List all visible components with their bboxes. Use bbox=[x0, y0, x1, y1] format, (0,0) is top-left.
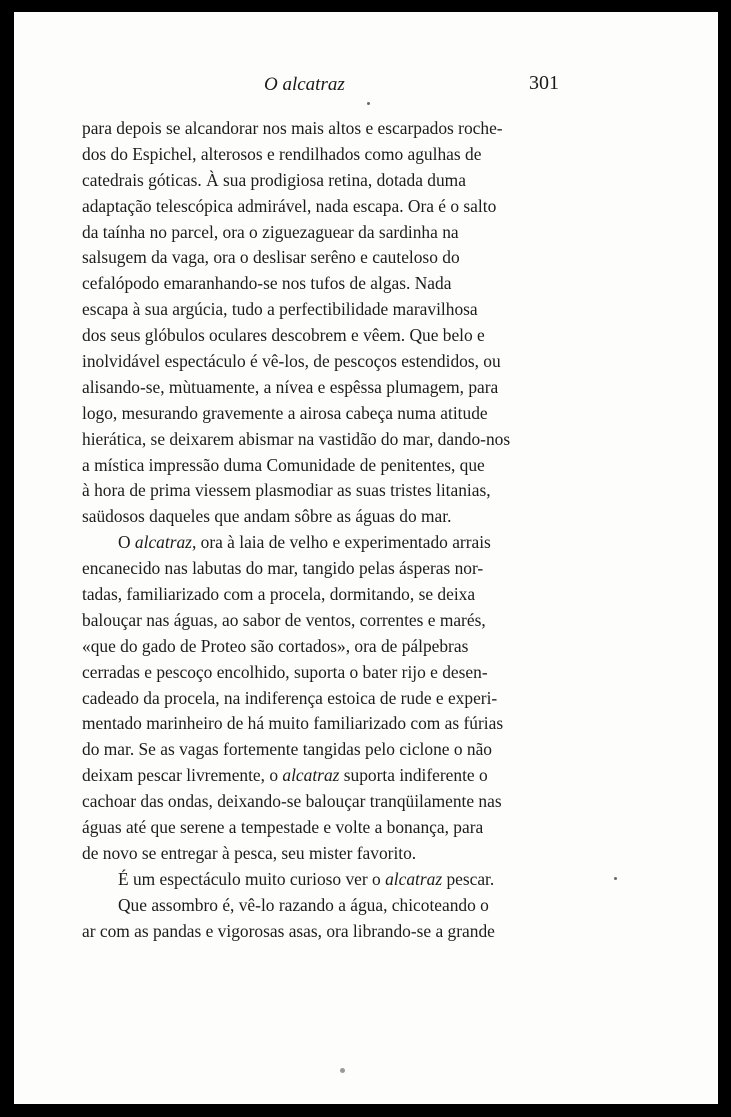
text-run: «que do gado de Proteo são cortados», ora de pálpebras bbox=[82, 635, 469, 656]
text-line-content bbox=[82, 118, 503, 138]
text-run: salsugem da vaga, ora o deslisar serêno e cauteloso do bbox=[82, 247, 460, 268]
text-line bbox=[82, 168, 718, 194]
text-line-content bbox=[82, 403, 488, 423]
text-line bbox=[82, 867, 718, 893]
text-line bbox=[82, 841, 718, 867]
text-line bbox=[82, 349, 718, 375]
text-run: dos seus glóbulos oculares descobrem e vêem. Que belo e bbox=[82, 325, 485, 346]
running-head bbox=[14, 74, 718, 104]
text-line-content bbox=[82, 610, 486, 630]
text-run: do mar. Se as vagas fortemente tangidas pelo ciclone o não bbox=[82, 739, 492, 760]
text-run: à hora de prima viessem plasmodiar as suas tristes litanias, bbox=[82, 480, 491, 501]
text-line bbox=[82, 142, 718, 168]
text-run: , ora à laia de velho e experimentado arrais bbox=[191, 532, 491, 553]
text-line bbox=[82, 815, 718, 841]
text-line bbox=[82, 763, 718, 789]
text-line bbox=[82, 116, 718, 142]
italic-word: alcatraz bbox=[282, 765, 340, 786]
text-run: ar com as pandas e vigorosas asas, ora librando-se a grande bbox=[82, 920, 495, 941]
text-line bbox=[82, 504, 718, 530]
text-run: hierática, se deixarem abismar na vastidão do mar, dando-nos bbox=[82, 428, 511, 449]
text-run: cefalópodo emaranhando-se nos tufos de algas. Nada bbox=[82, 273, 452, 294]
text-run: inolvidável espectáculo é vê-los, de pescoços estendidos, ou bbox=[82, 351, 501, 372]
text-line bbox=[82, 737, 718, 763]
text-run: cadeado da procela, na indiferença estoica de rude e experi- bbox=[82, 687, 498, 708]
text-run: suporta indiferente o bbox=[339, 765, 488, 786]
text-line-content bbox=[82, 662, 488, 682]
text-line bbox=[82, 919, 718, 945]
text-line bbox=[82, 530, 718, 556]
text-line bbox=[82, 297, 718, 323]
text-line-content bbox=[82, 222, 459, 242]
text-line-content bbox=[82, 247, 460, 267]
text-line-content bbox=[82, 429, 510, 449]
text-line bbox=[82, 245, 718, 271]
text-run: da taínha no parcel, ora o ziguezaguear da sardinha na bbox=[82, 221, 459, 242]
text-line-content bbox=[82, 325, 485, 345]
italic-word: alcatraz bbox=[385, 868, 443, 889]
text-line bbox=[82, 660, 718, 686]
text-run: cachoar das ondas, deixando-se balouçar tranqüilamente nas bbox=[82, 791, 502, 812]
text-run: encanecido nas labutas do mar, tangido pelas ásperas nor- bbox=[82, 558, 484, 579]
text-line bbox=[82, 711, 718, 737]
running-title: O alcatraz bbox=[264, 74, 345, 95]
body-text bbox=[82, 116, 718, 945]
paper-speck bbox=[614, 877, 617, 880]
text-run: pescar. bbox=[442, 868, 495, 889]
text-line-content bbox=[82, 506, 451, 526]
book-page bbox=[14, 12, 718, 1104]
text-run: Que assombro é, vê-lo razando a água, chicoteando o bbox=[118, 894, 489, 915]
text-line-content bbox=[82, 377, 498, 397]
text-line-content bbox=[82, 817, 483, 837]
text-line bbox=[82, 375, 718, 401]
text-line bbox=[82, 556, 718, 582]
italic-word: alcatraz bbox=[134, 532, 192, 553]
text-run: mentado marinheiro de há muito familiarizado com as fúrias bbox=[82, 713, 504, 734]
text-line-content bbox=[82, 558, 483, 578]
text-line-content bbox=[82, 739, 492, 759]
text-run: para depois se alcandorar nos mais altos e escarpados roche- bbox=[82, 118, 503, 138]
text-line-content bbox=[82, 584, 475, 604]
text-line-content bbox=[82, 480, 491, 500]
text-line bbox=[82, 323, 718, 349]
text-line bbox=[82, 401, 718, 427]
text-line-content bbox=[82, 273, 451, 293]
text-run: a mística impressão duma Comunidade de penitentes, que bbox=[82, 454, 485, 475]
text-run: de novo se entregar à pesca, seu mister favorito. bbox=[82, 842, 417, 863]
text-run: escapa à sua argúcia, tudo a perfectibilidade maravilhosa bbox=[82, 299, 478, 320]
text-run: O bbox=[118, 532, 135, 553]
text-run: águas até que serene a tempestade e volte a bonança, para bbox=[82, 817, 484, 838]
text-run: saüdosos daqueles que andam sôbre as águas do mar. bbox=[82, 506, 452, 527]
text-run: dos do Espichel, alterosos e rendilhados como agulhas de bbox=[82, 143, 482, 164]
text-run: adaptação telescópica admirável, nada escapa. Ora é o salto bbox=[82, 195, 497, 216]
text-run: alisando-se, mùtuamente, a nívea e espêssa plumagem, para bbox=[82, 376, 499, 397]
text-line bbox=[82, 453, 718, 479]
text-line bbox=[82, 608, 718, 634]
text-run: cerradas e pescoço encolhido, suporta o bater rijo e desen- bbox=[82, 661, 488, 682]
text-line-content bbox=[82, 921, 495, 941]
text-run: tadas, familiarizado com a procela, dormitando, se deixa bbox=[82, 584, 476, 605]
text-line-content bbox=[82, 351, 501, 371]
text-line-content bbox=[82, 144, 481, 164]
text-run: deixam pescar livremente, o bbox=[82, 765, 283, 786]
text-line-content bbox=[118, 869, 494, 889]
text-line-content bbox=[118, 532, 491, 552]
text-line-content bbox=[118, 895, 489, 915]
text-line-content bbox=[82, 170, 466, 190]
text-line bbox=[82, 271, 718, 297]
text-line-content bbox=[82, 196, 496, 216]
text-line bbox=[82, 582, 718, 608]
text-line-content bbox=[82, 713, 503, 733]
text-line bbox=[82, 478, 718, 504]
text-line bbox=[82, 686, 718, 712]
text-line-content bbox=[82, 765, 488, 785]
text-line bbox=[82, 220, 718, 246]
text-line bbox=[82, 634, 718, 660]
text-line-content bbox=[82, 636, 468, 656]
text-run: logo, mesurando gravemente a airosa cabeça numa atitude bbox=[82, 402, 488, 423]
paper-speck bbox=[340, 1068, 345, 1073]
text-line-content bbox=[82, 299, 478, 319]
text-run: É um espectáculo muito curioso ver o bbox=[118, 868, 386, 889]
text-line bbox=[82, 789, 718, 815]
text-line-content bbox=[82, 688, 497, 708]
text-line bbox=[82, 427, 718, 453]
text-line bbox=[82, 893, 718, 919]
text-line-content bbox=[82, 455, 485, 475]
page-number: 301 bbox=[529, 72, 559, 94]
text-line-content bbox=[82, 843, 416, 863]
text-line-content bbox=[82, 791, 502, 811]
text-run: balouçar nas águas, ao sabor de ventos, correntes e marés, bbox=[82, 609, 486, 630]
text-run: catedrais góticas. À sua prodigiosa retina, dotada duma bbox=[82, 169, 466, 190]
paper-speck bbox=[367, 102, 370, 105]
text-line bbox=[82, 194, 718, 220]
